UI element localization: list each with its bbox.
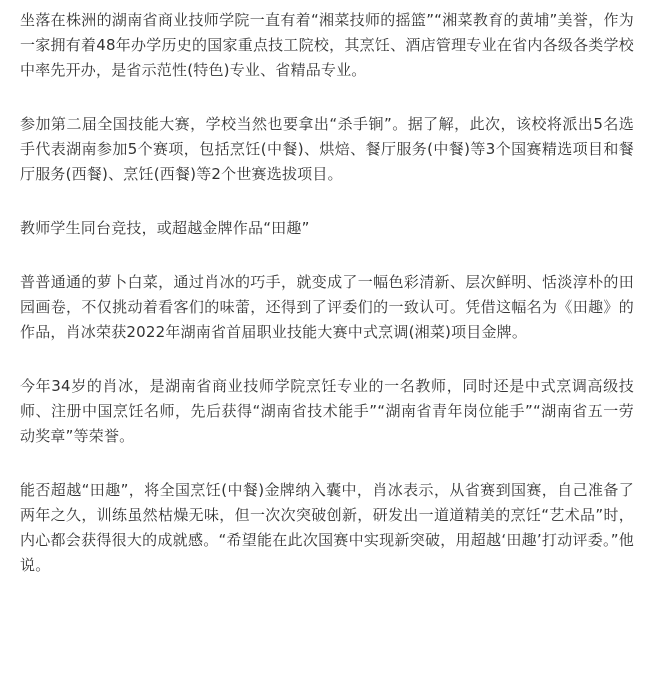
paragraph-spacer (20, 187, 634, 216)
paragraph-teacher-profile: 今年34岁的肖冰，是湖南省商业技师学院烹饪专业的一名教师，同时还是中式烹调高级技师、注册中国烹饪名师，先后获得“湖南省技术能手”“湖南省青年岗位能手”“湖南省五一劳动奖章”等荣誉。 (20, 377, 634, 445)
paragraph-tianqu-work: 普普通通的萝卜白菜，通过肖冰的巧手，就变成了一幅色彩清新、层次鲜明、恬淡淳朴的田园画卷，不仅挑动着看客们的味蕾，还得到了评委们的一致认可。凭借这幅名为《田趣》的作品，肖冰荣获2022年湖南省首届职业技能大赛中式烹调(湘菜)项目金牌。 (20, 273, 634, 341)
paragraph-spacer (20, 345, 634, 374)
paragraph-spacer (20, 83, 634, 112)
paragraph-spacer (20, 241, 634, 270)
paragraph-spacer (20, 449, 634, 478)
section-subheading: 教师学生同台竞技，或超越金牌作品“田趣” (20, 219, 310, 237)
paragraph-goal-quote: 能否超越“田趣”，将全国烹饪(中餐)金牌纳入囊中，肖冰表示，从省赛到国赛，自己准备了两年之久，训练虽然枯燥无味，但一次次突破创新，研发出一道道精美的烹饪“艺术品”时，内心都会获得很大的成就感。“希望能在此次国赛中实现新突破，用超越‘田趣’打动评委。”他说。 (20, 481, 634, 574)
paragraph-school-intro: 坐落在株洲的湖南省商业技师学院一直有着“湘菜技师的摇篮”“湘菜教育的黄埔”美誉，作为一家拥有着48年办学历史的国家重点技工院校，其烹饪、酒店管理专业在省内各级各类学校中率先开办，是省示范性(特色)专业、省精品专业。 (20, 11, 634, 79)
article-body (20, 8, 634, 578)
paragraph-competition: 参加第二届全国技能大赛，学校当然也要拿出“杀手锏”。据了解，此次，该校将派出5名选手代表湖南参加5个赛项，包括烹饪(中餐)、烘焙、餐厅服务(中餐)等3个国赛精选项目和餐厅服务(西餐)、烹饪(西餐)等2个世赛选拔项目。 (20, 115, 634, 183)
